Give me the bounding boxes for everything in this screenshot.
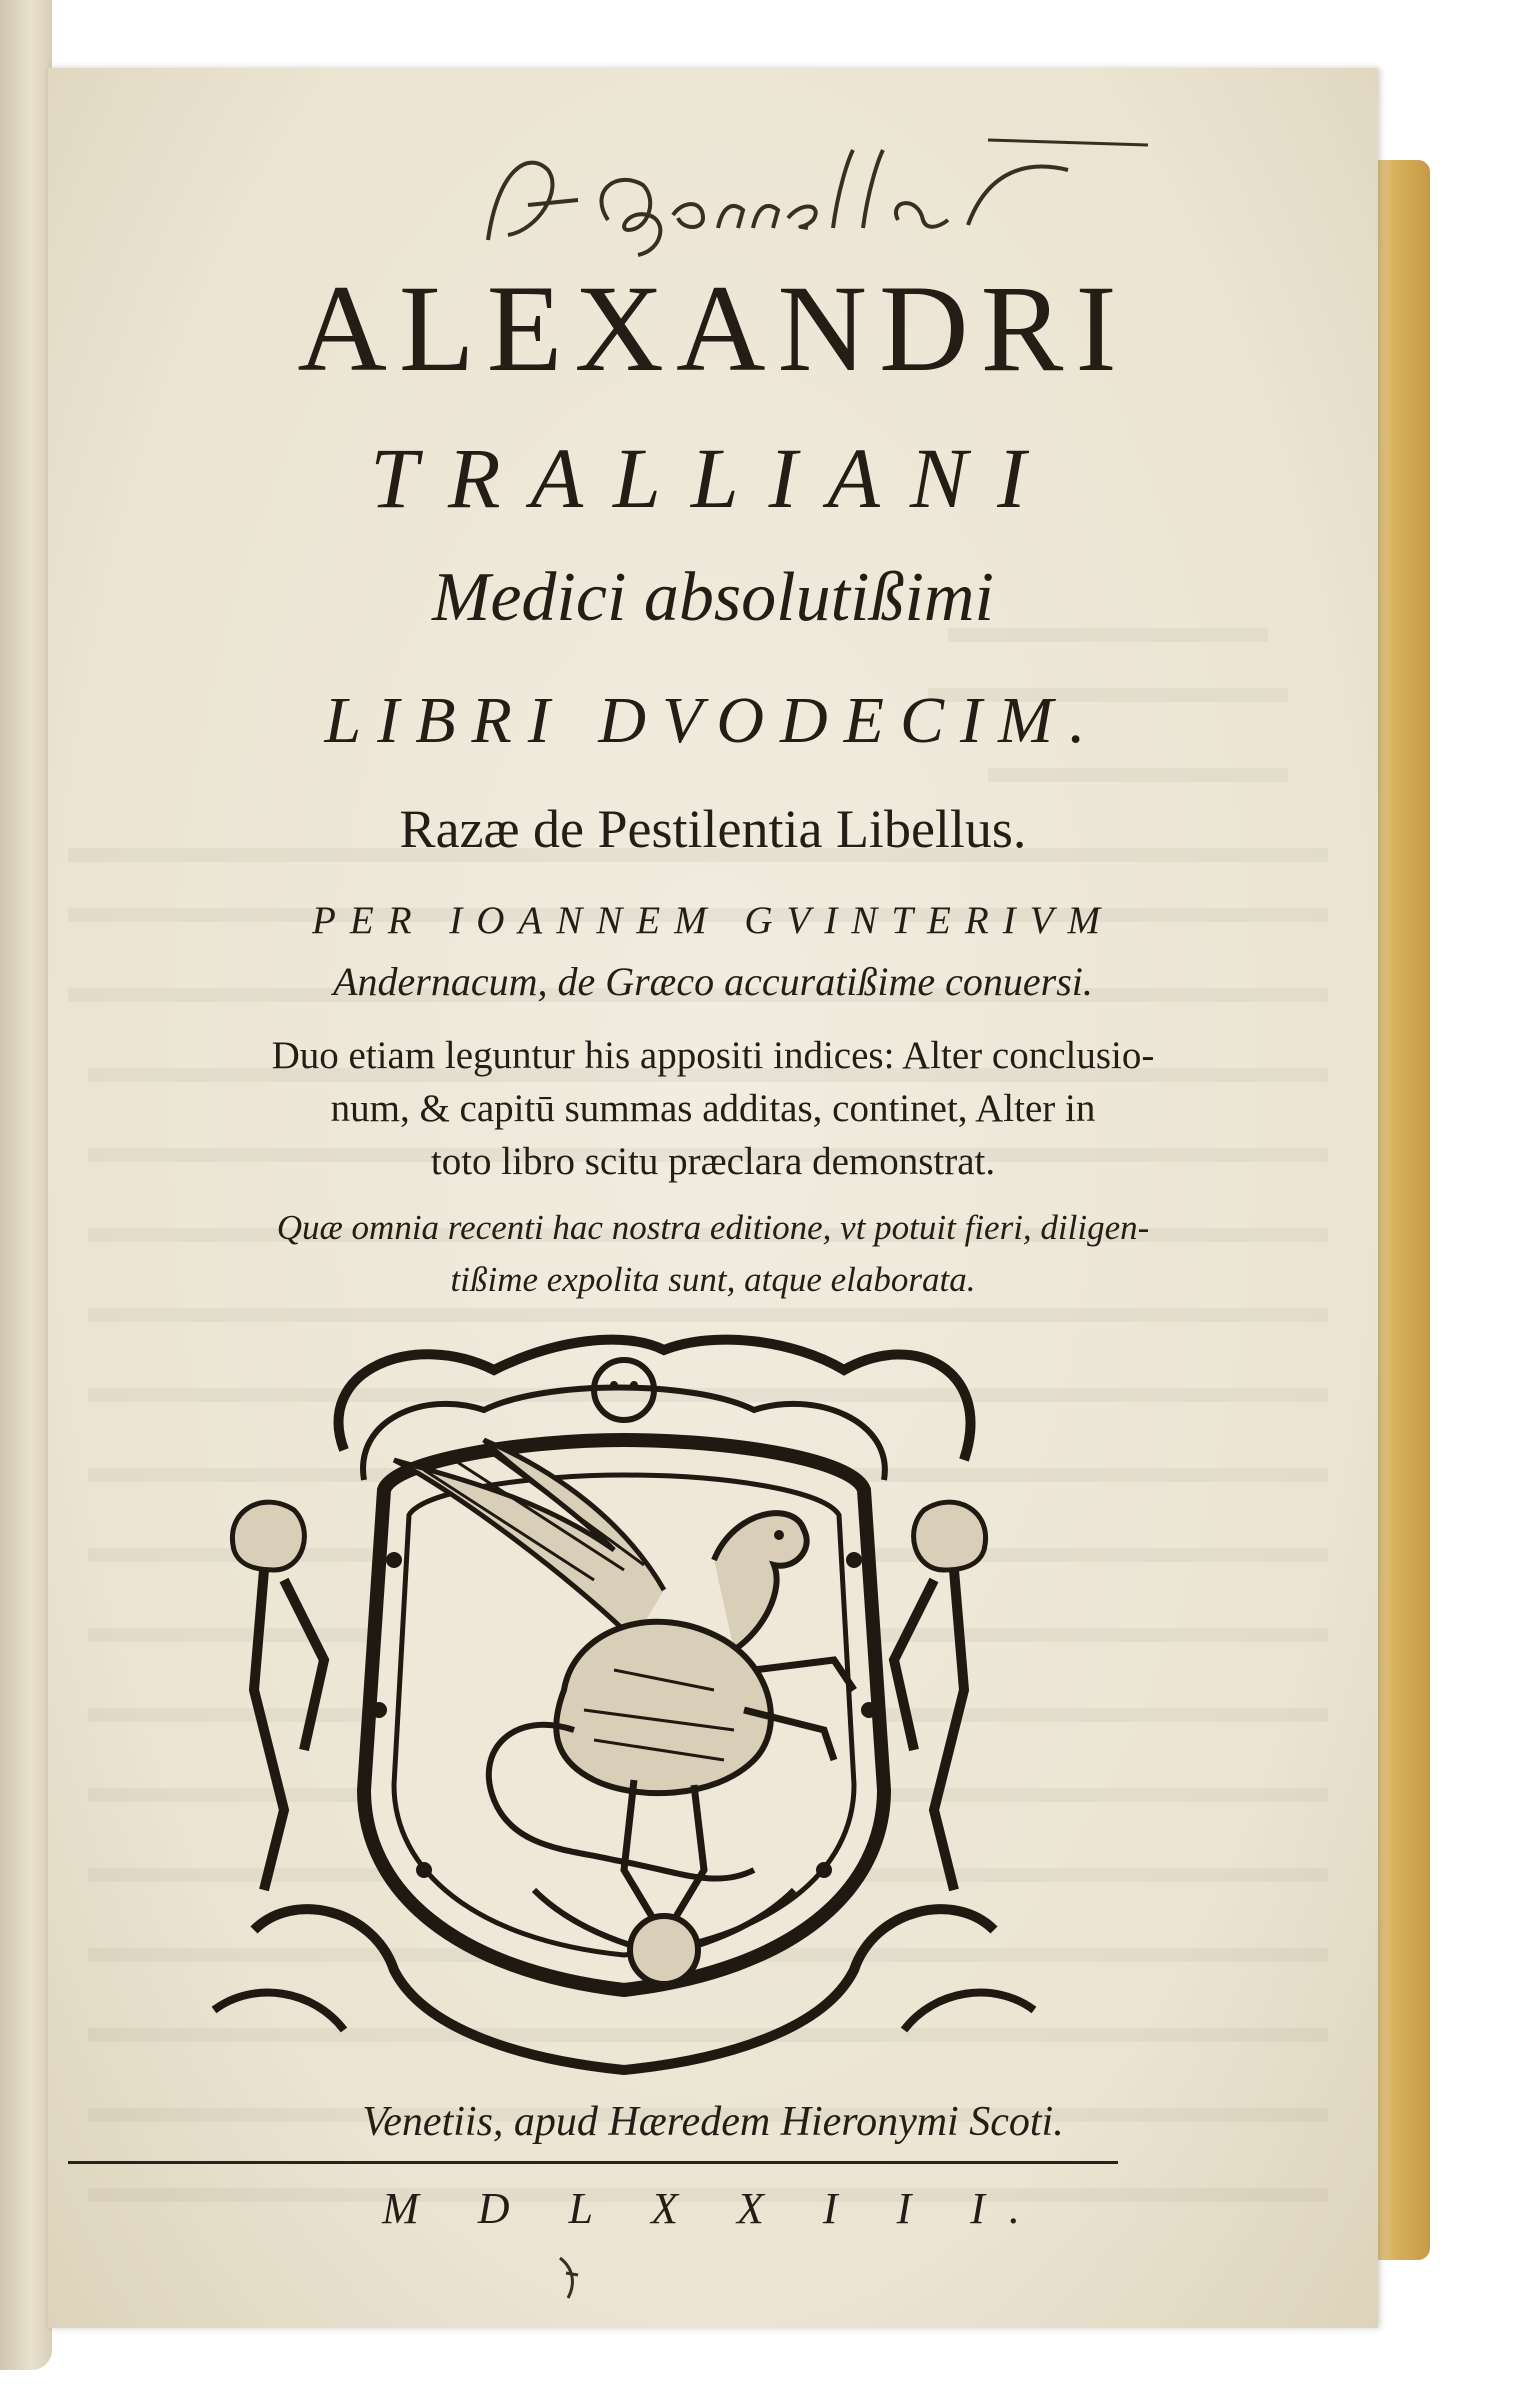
publication-date: M D L X X I I I. (382, 2184, 1044, 2233)
title-author-2: TRALLIANI (370, 430, 1056, 526)
title-books: LIBRI DVODECIM. (324, 684, 1102, 757)
ink-mark (548, 2253, 588, 2303)
page-edges (1370, 160, 1430, 2260)
title-author: ALEXANDRI (297, 260, 1129, 397)
translator-line-1: PER IOANNEM GVINTERIVM (312, 899, 1114, 942)
indices-line-2: num, & capitū summas additas, continet, Alter in (330, 1087, 1096, 1130)
imprint: Venetiis, apud Hæredem Hieronymi Scoti. (362, 2099, 1064, 2145)
note-line-2: tißime expolita sunt, atque elaborata. (450, 1260, 976, 1299)
printers-device-woodcut (194, 1330, 1054, 2090)
note-line-1: Quæ omnia recenti hac nostra editione, vt potuit fieri, diligen- (276, 1208, 1150, 1247)
title-razae: Razæ de Pestilentia Libellus. (399, 799, 1027, 859)
indices-line-1: Duo etiam leguntur his appositi indices: Alter conclusio- (271, 1034, 1155, 1077)
indices-line-3: toto libro scitu præclara demonstrat. (430, 1140, 996, 1183)
title-epithet: Medici absolutißimi (432, 559, 994, 636)
imprint-rule (68, 2161, 1118, 2164)
handwritten-signature (468, 130, 1168, 260)
title-page (48, 68, 1378, 2328)
left-page-edge (0, 0, 52, 2370)
translator-line-2: Andernacum, de Græco accuratißime conuersi. (333, 959, 1093, 1004)
